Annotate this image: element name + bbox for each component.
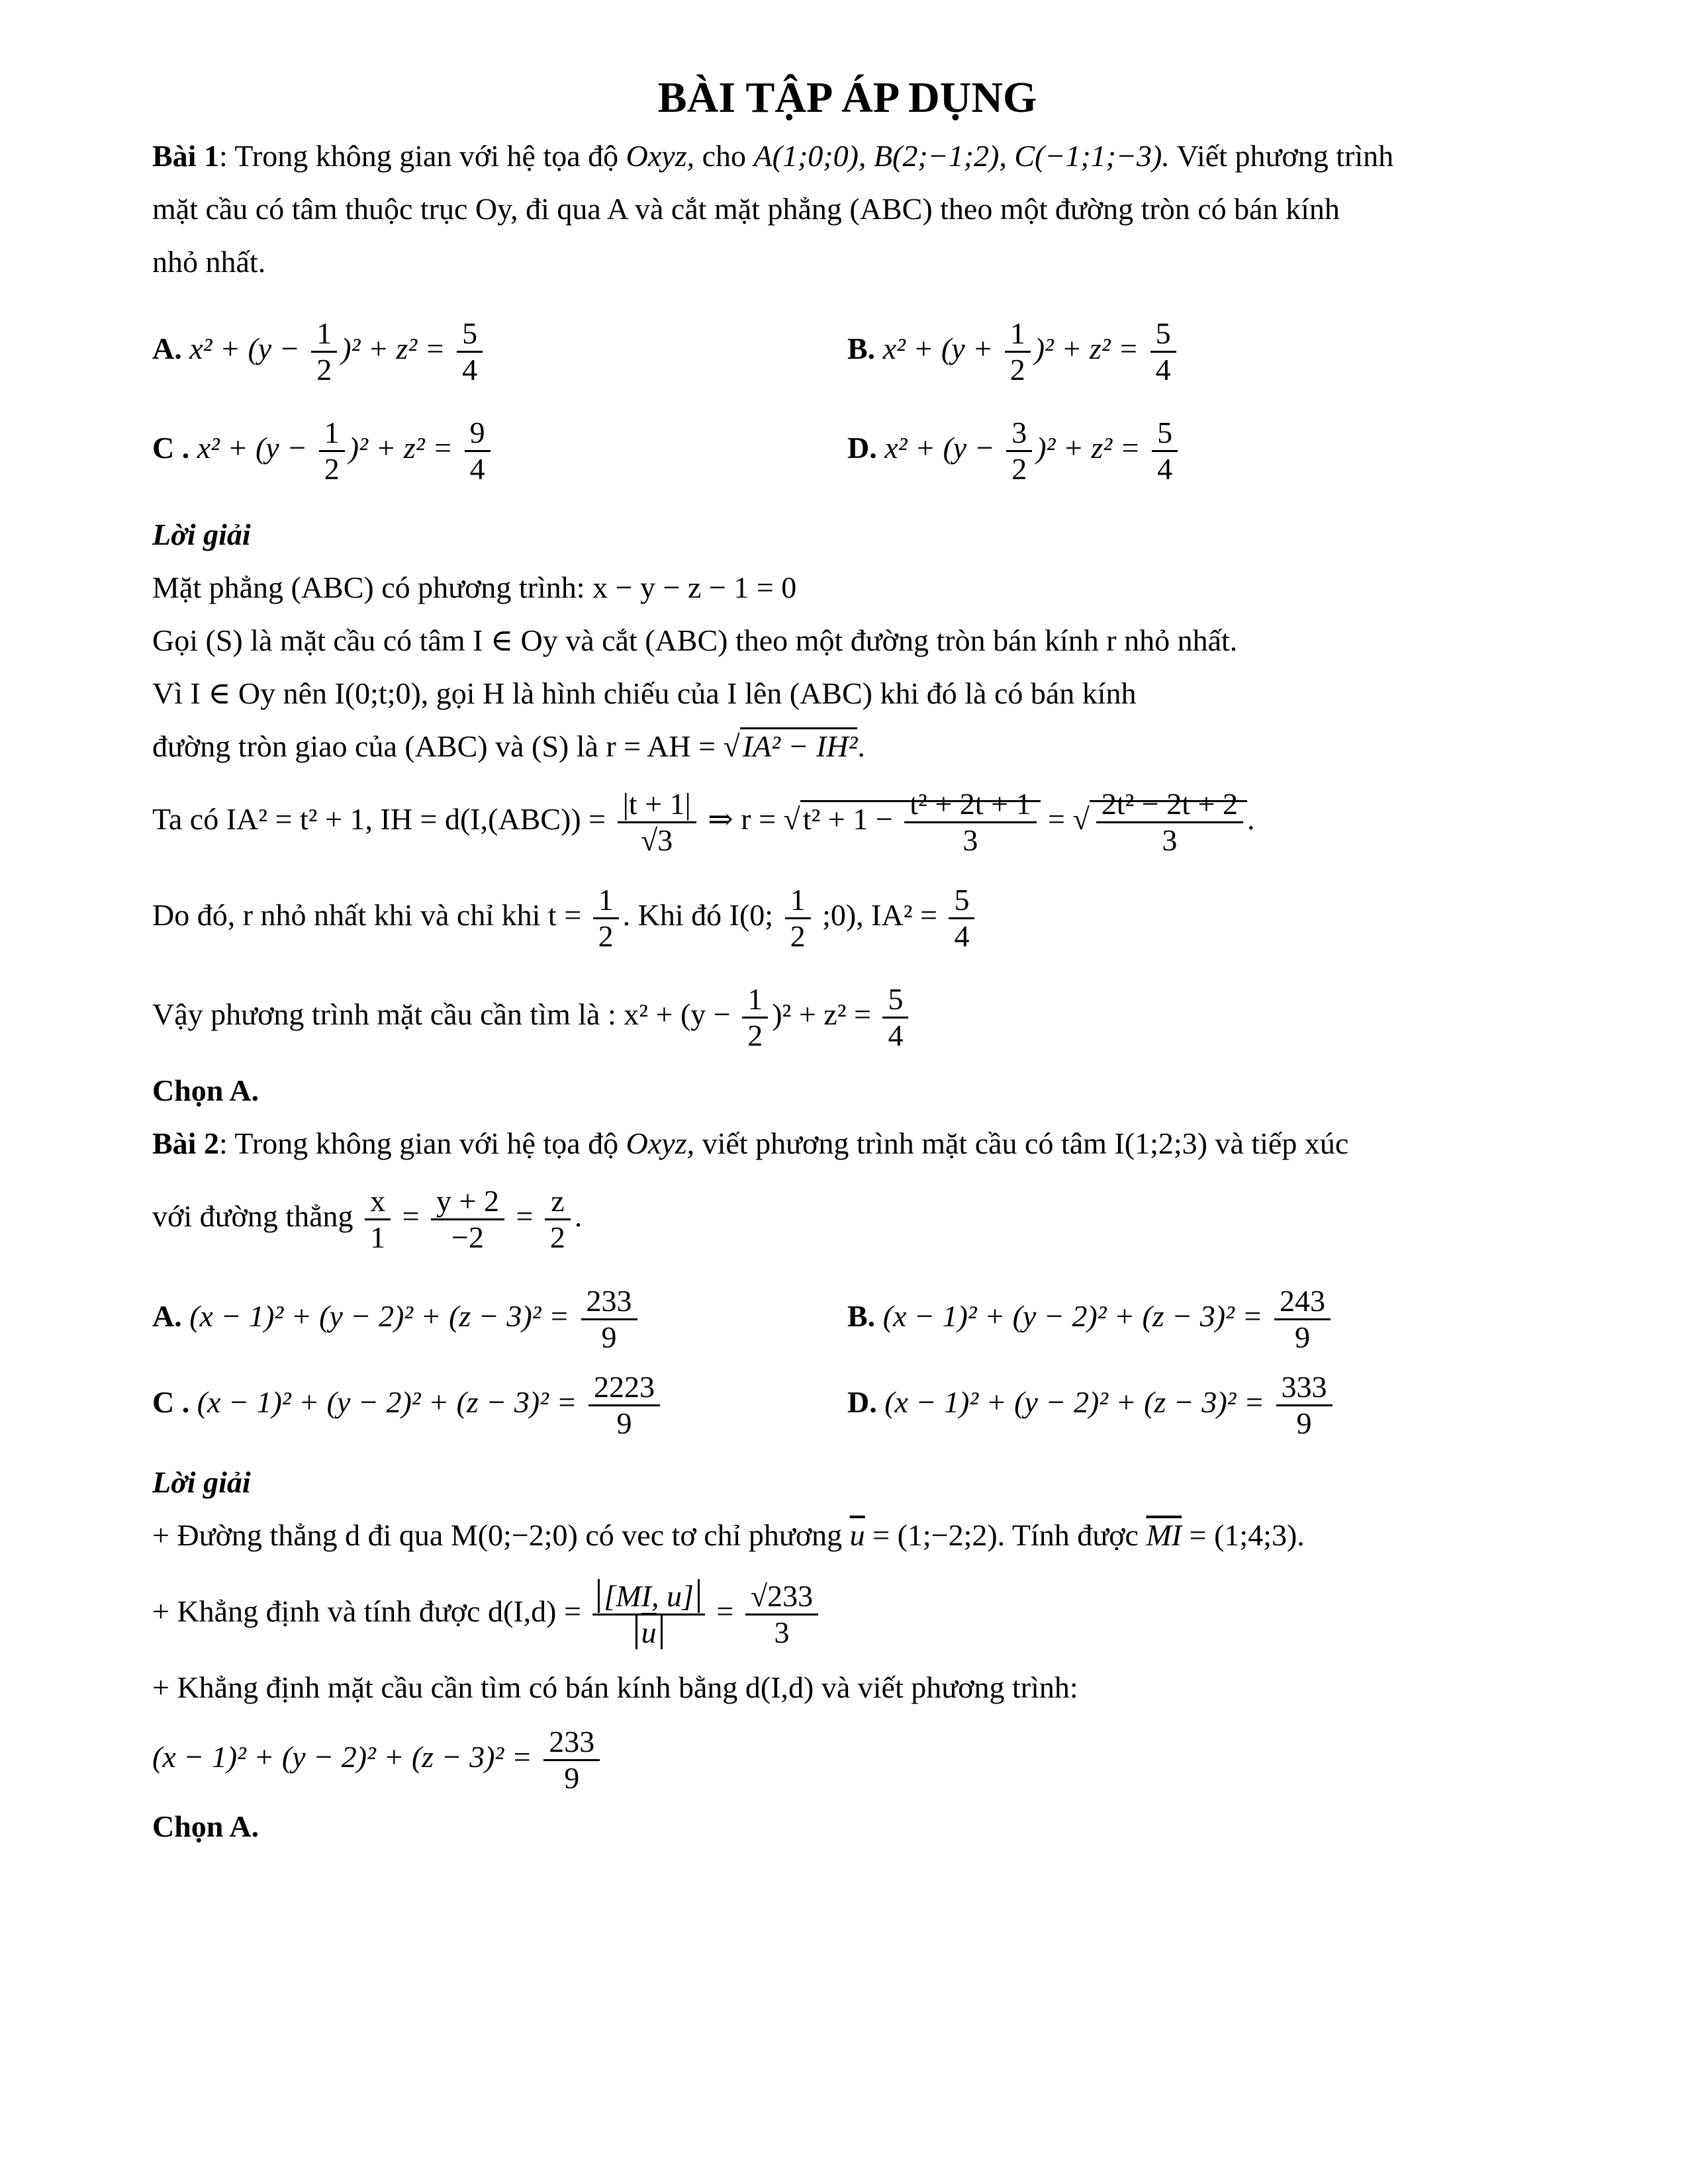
fraction: $\frac{x}{1}$: [365, 1184, 391, 1255]
option-fraction: $\frac{2223}{9}$: [588, 1370, 660, 1441]
answer-text: Chọn A.: [152, 1809, 259, 1843]
problem-1-solution-line-2: Gọi (S) là mặt cầu có tâm I ∈ Oy và cắt (ABC) theo một đường tròn bán kính r nhỏ nhất.: [152, 623, 1238, 657]
option-expr: (x − 1)² + (y − 2)² + (z − 3)² =: [884, 1385, 1272, 1419]
statement-text: với đường thẳng: [152, 1199, 361, 1233]
problem-1-option-a: [152, 299, 847, 398]
solution-text: .: [857, 729, 865, 763]
option-label: C .: [152, 431, 190, 465]
solution-text: Vậy phương trình mặt cầu cần tìm là : x² + (y −: [152, 997, 739, 1031]
fraction: $\frac{233}{9}$: [543, 1725, 600, 1796]
option-expr: (x − 1)² + (y − 2)² + (z − 3)² =: [882, 1299, 1270, 1333]
vector-u: $\overline{u}$: [849, 1518, 865, 1552]
fraction: $\frac{5}{4}$: [949, 883, 974, 954]
problem-2-text-a: : Trong không gian với hệ tọa độ: [218, 1126, 626, 1160]
problem-1-options: [152, 299, 1542, 498]
option-result-fraction: $\frac{5}{4}$: [1150, 316, 1176, 387]
statement-text: .: [574, 1199, 583, 1233]
problem-2-text-b: viết phương trình mặt cầu có tâm I(1;2;3) và tiếp xúc: [694, 1126, 1349, 1160]
option-fraction: $\frac{333}{9}$: [1276, 1370, 1333, 1441]
problem-1-answer: [152, 1064, 1542, 1117]
problem-1-text-c: Viết phương trình: [1169, 139, 1394, 173]
solution-text: ⇒ r = √: [700, 802, 800, 836]
problem-1-points: A(1;0;0), B(2;−1;2), C(−1;1;−3).: [753, 139, 1170, 173]
problem-1-text-b: cho: [694, 139, 754, 173]
problem-1-solution-line-7: [152, 965, 1542, 1064]
option-expr-mid: )² + z² =: [1034, 332, 1147, 365]
problem-1-text-a: : Trong không gian với hệ tọa độ: [218, 139, 626, 173]
option-fraction: $\frac{1}{2}$: [1005, 316, 1031, 387]
fraction: $\frac{1}{2}$: [742, 982, 768, 1053]
solution-text: = (1;−2;2). Tính được: [865, 1518, 1147, 1552]
document-page: [152, 73, 1542, 1853]
option-result-fraction: $\frac{5}{4}$: [1152, 416, 1178, 486]
solution-text: =: [708, 1594, 741, 1628]
solution-text: ;0), IA² =: [814, 898, 945, 932]
fraction: $\frac{√233}{3}$: [745, 1579, 818, 1650]
solution-text: . Khi đó I(0;: [622, 898, 781, 932]
option-fraction: $\frac{243}{9}$: [1274, 1284, 1331, 1355]
solution-text: )² + z² =: [772, 997, 879, 1031]
option-expr-pre: x² + (y −: [197, 431, 315, 465]
solution-text: Ta có IA² = t² + 1, IH = d(I,(ABC)) =: [152, 802, 614, 836]
problem-2-option-c: [152, 1359, 847, 1445]
problem-2-option-a: [152, 1273, 847, 1359]
option-label: A.: [152, 332, 182, 365]
option-expr: (x − 1)² + (y − 2)² + (z − 3)² =: [197, 1385, 585, 1419]
problem-1-solution-line-6: [152, 866, 1542, 965]
option-expr-mid: )² + z² =: [348, 431, 461, 465]
sqrt-expression: IA² − IH²: [740, 727, 858, 763]
problem-2-option-d: [847, 1359, 1542, 1445]
sqrt-expression: $\frac{\text{2t² − 2t + 2}}{3}$: [1090, 800, 1247, 836]
problem-2-label: Bài 2: [152, 1126, 219, 1160]
solution-text: + Khẳng định và tính được d(I,d) =: [152, 1594, 589, 1628]
fraction: $\frac{z}{2}$: [545, 1184, 571, 1255]
option-result-fraction: $\frac{5}{4}$: [457, 316, 483, 387]
fraction: $\frac{[MI, u]}{u}$: [592, 1579, 704, 1650]
problem-1-option-c: [152, 398, 847, 498]
solution-text: = √: [1040, 802, 1090, 836]
solution-text: .: [1246, 802, 1255, 836]
solution-text: (x − 1)² + (y − 2)² + (z − 3)² =: [152, 1740, 540, 1774]
problem-1-option-b: [847, 299, 1542, 398]
solution-text: = (1;4;3).: [1182, 1518, 1305, 1552]
problem-1-option-d: [847, 398, 1542, 498]
problem-2-solution-line-1: [152, 1509, 1542, 1562]
problem-1-solution-line-5: [152, 773, 1542, 866]
option-label: B.: [847, 1299, 876, 1333]
problem-2-option-b: [847, 1273, 1542, 1359]
problem-2-statement-line-2: với đường thẳng $\frac{x}{1}$ = $\frac{y + 2}{-2}$ = $\frac{z}{2}$ .: [152, 1183, 583, 1254]
fraction: $\frac{1}{2}$: [593, 883, 619, 954]
option-label: A.: [152, 1299, 182, 1333]
problem-1-solution-line-1: Mặt phẳng (ABC) có phương trình: x − y − z − 1 = 0: [152, 570, 797, 604]
problem-2-answer: [152, 1800, 1542, 1853]
problem-1-solution-line-4: [152, 720, 1542, 773]
problem-2-solution-heading: Lời giải: [152, 1465, 251, 1499]
option-fraction: $\frac{3}{2}$: [1006, 416, 1032, 486]
page-title: BÀI TẬP ÁP DỤNG: [657, 73, 1037, 122]
sqrt-expression: t² + 1 − $\frac{\text{t² + 2t + 1}}{3}$: [800, 800, 1041, 836]
option-fraction: $\frac{1}{2}$: [311, 316, 337, 387]
fraction: $\frac{5}{4}$: [882, 982, 908, 1053]
problem-2: [152, 1117, 1542, 1853]
problem-2-options: [152, 1273, 1542, 1445]
option-expr-pre: x² + (y −: [189, 332, 308, 365]
fraction: $\frac{1}{2}$: [785, 883, 811, 954]
solution-text: + Đường thẳng d đi qua M(0;−2;0) có vec tơ chỉ phương: [152, 1518, 850, 1552]
option-expr: (x − 1)² + (y − 2)² + (z − 3)² =: [189, 1299, 577, 1333]
problem-1-solution-heading: Lời giải: [152, 518, 251, 551]
solution-text: đường tròn giao của (ABC) và (S) là r = AH = √: [152, 729, 740, 763]
option-result-fraction: $\frac{9}{4}$: [465, 416, 491, 486]
option-expr-pre: x² + (y −: [884, 431, 1003, 465]
problem-1-label: Bài 1: [152, 139, 219, 173]
vector-mi: $\overline{MI}$: [1146, 1518, 1182, 1552]
problem-1-oxyz: Oxyz,: [626, 139, 695, 173]
fraction: $\frac{|t + 1|}{√3}$: [618, 787, 696, 858]
option-label: C .: [152, 1385, 190, 1419]
option-expr-pre: x² + (y +: [882, 332, 1001, 365]
problem-1-statement-line-1: [152, 130, 1542, 183]
problem-2-solution-line-4: [152, 1714, 1542, 1800]
problem-2-statement-line-1: [152, 1117, 1542, 1170]
problem-2-solution-line-2: [152, 1562, 1542, 1661]
fraction: $\frac{y + 2}{-2}$: [431, 1184, 504, 1255]
option-expr-mid: )² + z² =: [1036, 431, 1149, 465]
problem-1-statement-line-2: mặt cầu có tâm thuộc trục Oy, đi qua A và cắt mặt phẳng (ABC) theo một đường tròn có bán kính: [152, 192, 1340, 226]
problem-1-statement-line-3: nhỏ nhất.: [152, 245, 266, 279]
option-fraction: $\frac{233}{9}$: [581, 1284, 637, 1355]
problem-1-solution-line-3: Vì I ∈ Oy nên I(0;t;0), gọi H là hình chiếu của I lên (ABC) khi đó là có bán kính: [152, 676, 1137, 710]
answer-text: Chọn A.: [152, 1073, 259, 1107]
solution-text: Do đó, r nhỏ nhất khi và chỉ khi t =: [152, 898, 589, 932]
option-label: D.: [847, 431, 877, 465]
option-fraction: $\frac{1}{2}$: [319, 416, 345, 486]
problem-2-oxyz: Oxyz,: [626, 1126, 695, 1160]
option-label: B.: [847, 332, 876, 365]
problem-1: [152, 130, 1542, 1117]
problem-2-solution-line-3: + Khẳng định mặt cầu cần tìm có bán kính bằng d(I,d) và viết phương trình:: [152, 1670, 1078, 1704]
option-label: D.: [847, 1385, 877, 1419]
option-expr-mid: )² + z² =: [341, 332, 453, 365]
